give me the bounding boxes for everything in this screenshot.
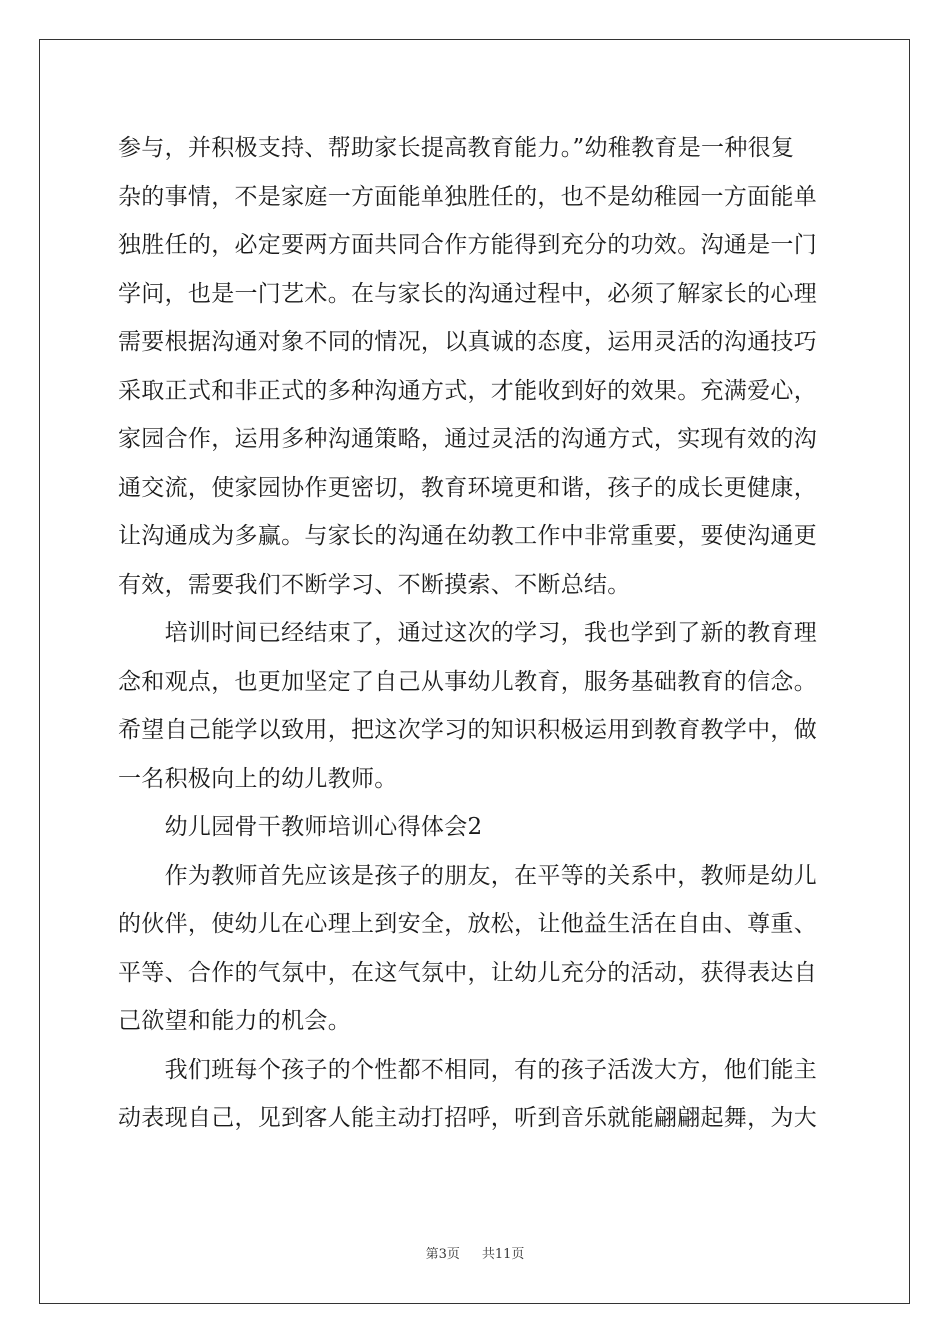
text-line: 采取正式和非正式的多种沟通方式，才能收到好的效果。充满爱心，: [118, 377, 817, 404]
text-line: 需要根据沟通对象不同的情况，以真诚的态度，运用灵活的沟通技巧: [118, 329, 817, 355]
text-line: 有效，需要我们不断学习、不断摸索、不断总结。: [118, 571, 631, 598]
page-total: 共11页: [481, 1247, 525, 1262]
page-number: 第3页: [425, 1247, 460, 1262]
text-line: 独胜任的，必定要两方面共同合作方能得到充分的功效。沟通是一门: [118, 232, 817, 258]
text-line: 我们班每个孩子的个性都不相同，有的孩子活泼大方，他们能主: [118, 1056, 817, 1083]
text-line: 作为教师首先应该是孩子的朋友，在平等的关系中，教师是幼儿: [118, 862, 817, 889]
text-line: 己欲望和能力的机会。: [118, 1008, 351, 1034]
text-line: 参与，并积极支持、帮助家长提高教育能力。”幼稚教育是一种很复: [118, 135, 795, 161]
page-footer: [0, 1243, 950, 1262]
text-line: 让沟通成为多赢。与家长的沟通在幼教工作中非常重要，要使沟通更: [118, 523, 817, 549]
text-line: 动表现自己，见到客人能主动打招呼，听到音乐就能翩翩起舞，为大: [118, 1105, 817, 1131]
text-line: 通交流，使家园协作更密切，教育环境更和谐，孩子的成长更健康，: [118, 474, 817, 501]
text-line: 学问，也是一门艺术。在与家长的沟通过程中，必须了解家长的心理: [118, 280, 817, 307]
text-line: 平等、合作的气氛中，在这气氛中，让幼儿充分的活动，获得表达自: [118, 959, 817, 986]
text-line: 希望自己能学以致用，把这次学习的知识积极运用到教育教学中，做: [118, 717, 817, 743]
text-line: 念和观点，也更加坚定了自己从事幼儿教育，服务基础教育的信念。: [118, 668, 817, 695]
text-line: 家园合作，运用多种沟通策略，通过灵活的沟通方式，实现有效的沟: [118, 426, 817, 452]
text-line: 杂的事情，不是家庭一方面能单独胜任的，也不是幼稚园一方面能单: [118, 183, 817, 210]
section-heading: 幼儿园骨干教师培训心得体会2: [118, 814, 483, 840]
text-line: 培训时间已经结束了，通过这次的学习，我也学到了新的教育理: [118, 620, 817, 646]
document-body: [118, 124, 834, 1143]
text-line: 的伙伴，使幼儿在心理上到安全，放松，让他益生活在自由、尊重、: [118, 911, 817, 937]
text-line: 一名积极向上的幼儿教师。: [118, 765, 398, 792]
